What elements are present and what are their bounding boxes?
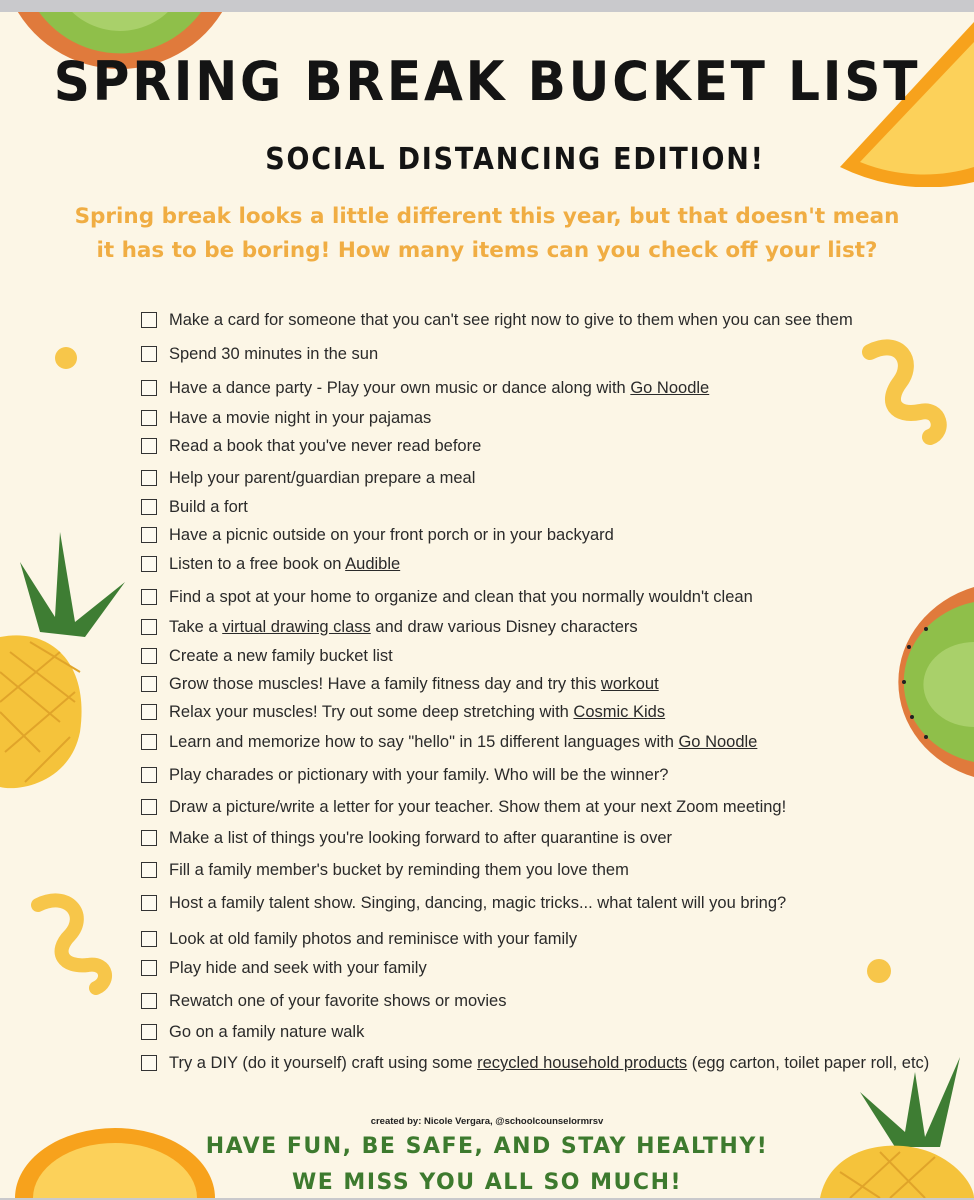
intro-line-1: Spring break looks a little different this year, but that doesn't mean — [74, 204, 900, 229]
resource-link[interactable]: Go Noodle — [678, 733, 758, 751]
checkbox-icon[interactable] — [141, 931, 157, 947]
checkbox-icon[interactable] — [141, 993, 157, 1009]
resource-link[interactable]: Cosmic Kids — [573, 703, 666, 721]
list-item — [141, 617, 961, 637]
list-item — [141, 860, 961, 880]
list-item-label: Spend 30 minutes in the sun — [169, 345, 379, 363]
list-item-label: Have a movie night in your pajamas — [169, 409, 432, 427]
list-item — [141, 732, 961, 752]
list-item — [141, 958, 961, 978]
list-item-text — [169, 587, 753, 607]
list-item-label: Look at old family photos and reminisce with your family — [169, 930, 578, 948]
footer-line-2: WE MISS YOU ALL SO MUCH! — [291, 1170, 683, 1195]
list-item — [141, 525, 961, 545]
list-item-label: Rewatch one of your favorite shows or movies — [169, 992, 507, 1010]
list-item-label: Relax your muscles! Try out some deep stretching with — [169, 703, 574, 721]
page-subtitle: SOCIAL DISTANCING EDITION! — [265, 142, 765, 177]
list-item-text — [169, 958, 427, 978]
checkbox-icon[interactable] — [141, 410, 157, 426]
list-item-text — [169, 929, 577, 949]
list-item-label-cont: and draw various Disney characters — [370, 618, 638, 636]
list-item — [141, 1053, 961, 1073]
credit-line: created by: Nicole Vergara, @schoolcounselormrsv — [370, 1116, 604, 1127]
list-item-label: Draw a picture/write a letter for your teacher. Show them at your next Zoom meeting! — [169, 798, 787, 816]
checkbox-icon[interactable] — [141, 346, 157, 362]
checkbox-icon[interactable] — [141, 960, 157, 976]
list-item-label: Fill a family member's bucket by reminding them you love them — [169, 861, 629, 879]
list-item-text — [169, 828, 672, 848]
list-item — [141, 408, 961, 428]
list-item — [141, 436, 961, 456]
list-item — [141, 702, 961, 722]
checkbox-icon[interactable] — [141, 438, 157, 454]
dot-icon — [54, 346, 78, 370]
list-item-text — [169, 765, 669, 785]
list-item-label: Go on a family nature walk — [169, 1023, 365, 1041]
list-item-label: Listen to a free book on — [169, 555, 346, 573]
list-item-text — [169, 702, 665, 722]
list-item — [141, 674, 961, 694]
list-item-label: Make a card for someone that you can't see right now to give to them when you can see them — [169, 311, 853, 329]
page-title: SPRING BREAK BUCKET LIST — [53, 50, 921, 113]
checkbox-icon[interactable] — [141, 830, 157, 846]
list-item-text — [169, 525, 614, 545]
checkbox-icon[interactable] — [141, 799, 157, 815]
list-item — [141, 344, 961, 364]
list-item — [141, 497, 961, 517]
list-item-label: Make a list of things you're looking forward to after quarantine is over — [169, 829, 672, 847]
list-item-text — [169, 617, 638, 637]
list-item — [141, 378, 961, 398]
checkbox-icon[interactable] — [141, 1024, 157, 1040]
list-item-text — [169, 378, 709, 398]
checkbox-icon[interactable] — [141, 499, 157, 515]
list-item-text — [169, 860, 629, 880]
list-item-text — [169, 1053, 929, 1073]
list-item-text — [169, 674, 659, 694]
list-item-text — [169, 732, 757, 752]
list-item — [141, 828, 961, 848]
list-item — [141, 468, 961, 488]
list-item-text — [169, 646, 393, 666]
resource-link[interactable]: virtual drawing class — [222, 618, 371, 636]
checkbox-icon[interactable] — [141, 380, 157, 396]
list-item — [141, 765, 961, 785]
list-item — [141, 1022, 961, 1042]
resource-link[interactable]: Audible — [345, 555, 401, 573]
list-item-text — [169, 310, 853, 330]
list-item-text — [169, 497, 248, 517]
resource-link[interactable]: Go Noodle — [630, 379, 710, 397]
list-item — [141, 310, 961, 330]
resource-link[interactable]: workout — [600, 675, 659, 693]
list-item — [141, 554, 961, 574]
checkbox-icon[interactable] — [141, 527, 157, 543]
checkbox-icon[interactable] — [141, 704, 157, 720]
list-item-text — [169, 1022, 364, 1042]
list-item — [141, 929, 961, 949]
list-item-label: Host a family talent show. Singing, dancing, magic tricks... what talent will you bring? — [169, 894, 787, 912]
checkbox-icon[interactable] — [141, 767, 157, 783]
list-item — [141, 991, 961, 1011]
list-item — [141, 646, 961, 666]
list-item-label: Play charades or pictionary with your family. Who will be the winner? — [169, 766, 669, 784]
list-item-text — [169, 797, 786, 817]
checkbox-icon[interactable] — [141, 895, 157, 911]
resource-link[interactable]: recycled household products — [477, 1054, 688, 1072]
list-item-text — [169, 991, 507, 1011]
checkbox-icon[interactable] — [141, 312, 157, 328]
list-item-label: Play hide and seek with your family — [169, 959, 427, 977]
list-item-label: Have a picnic outside on your front porch or in your backyard — [169, 526, 614, 544]
checkbox-icon[interactable] — [141, 589, 157, 605]
list-item-text — [169, 554, 400, 574]
list-item-label: Learn and memorize how to say "hello" in 15 different languages with — [169, 733, 679, 751]
list-item-label: Grow those muscles! Have a family fitness day and try this — [169, 675, 601, 693]
pineapple-icon — [0, 522, 140, 792]
list-item-label: Find a spot at your home to organize and clean that you normally wouldn't clean — [169, 588, 753, 606]
checkbox-icon[interactable] — [141, 556, 157, 572]
intro-line-2: it has to be boring! How many items can you check off your list? — [96, 238, 878, 263]
checkbox-icon[interactable] — [141, 1055, 157, 1071]
list-item-text — [169, 436, 481, 456]
list-item-text — [169, 893, 786, 913]
checkbox-icon[interactable] — [141, 862, 157, 878]
footer-line-1: HAVE FUN, BE SAFE, AND STAY HEALTHY! — [205, 1134, 769, 1159]
checkbox-icon[interactable] — [141, 734, 157, 750]
list-item-label-cont: (egg carton, toilet paper roll, etc) — [687, 1054, 930, 1072]
list-item — [141, 893, 961, 913]
list-item-label: Build a fort — [169, 498, 248, 516]
intro-text — [20, 200, 954, 268]
checkbox-icon[interactable] — [141, 648, 157, 664]
squiggle-icon — [28, 890, 118, 995]
list-item-label: Help your parent/guardian prepare a meal — [169, 469, 476, 487]
list-item-label: Try a DIY (do it yourself) craft using some — [169, 1054, 478, 1072]
checkbox-icon[interactable] — [141, 619, 157, 635]
checkbox-icon[interactable] — [141, 470, 157, 486]
bucket-list-page — [0, 12, 974, 1198]
list-item-text — [169, 468, 475, 488]
list-item-label: Read a book that you've never read before — [169, 437, 482, 455]
checkbox-icon[interactable] — [141, 676, 157, 692]
list-item-text — [169, 344, 378, 364]
list-item-label: Create a new family bucket list — [169, 647, 393, 665]
list-item-label: Have a dance party - Play your own music or dance along with — [169, 379, 631, 397]
list-item — [141, 587, 961, 607]
list-item — [141, 797, 961, 817]
list-item-label: Take a — [169, 618, 223, 636]
list-item-text — [169, 408, 431, 428]
